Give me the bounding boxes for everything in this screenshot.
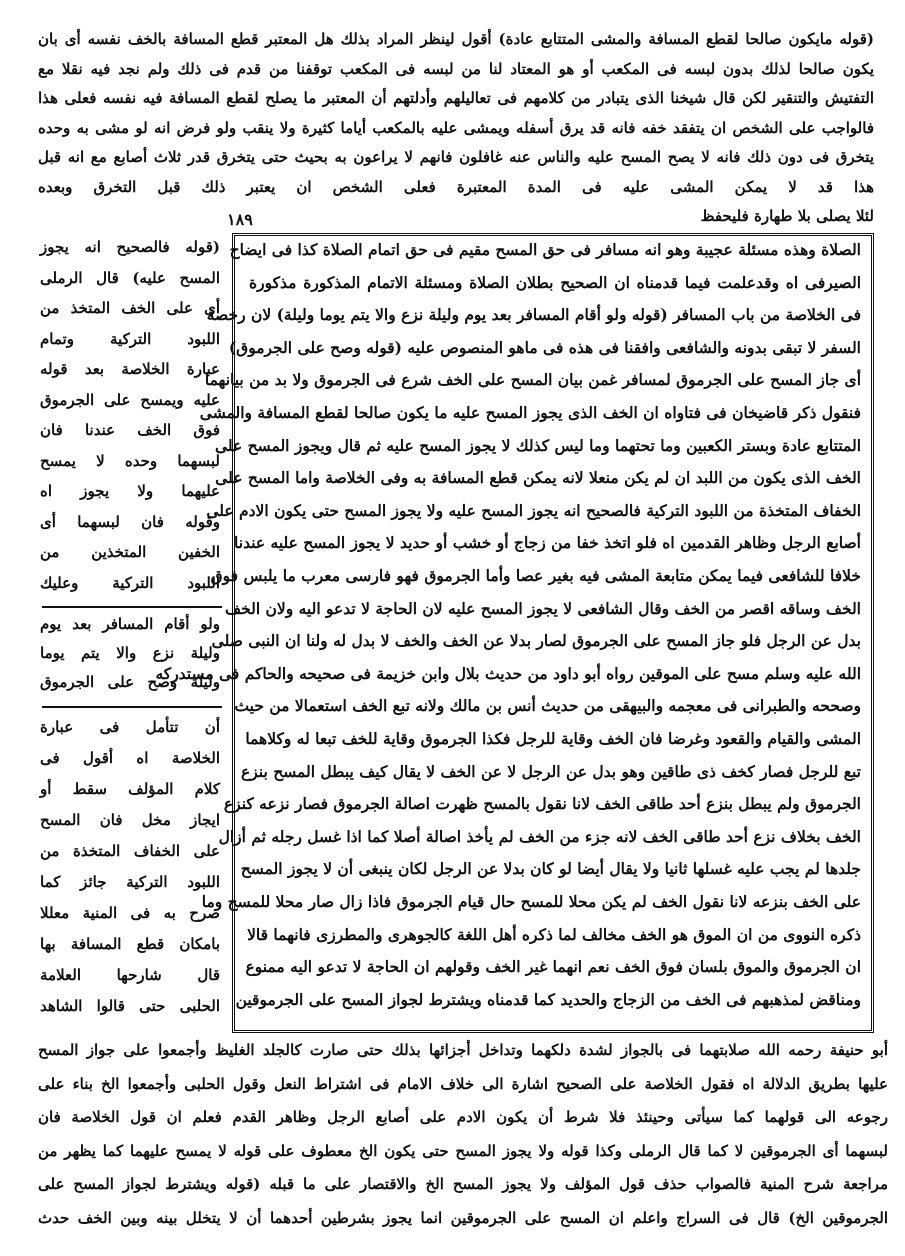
main-text-line: وصححه والطبرانى فى معجمه والبيهقى من حديث أنس بن مالك ولانه تبع الخف استعمالا من حيث [234,696,861,716]
main-text-line: خلافا للشافعى فيما يمكن متابعة المشى فيه بغير عصا وأما الجرموق فهو فارسى معرب ما يلبس فوق [210,566,861,585]
side-commentary-line: الخفين المتخذين من [40,543,220,561]
main-text-line: المشى والقيام والقعود وغرضا فان الخف وقاية للرجل فكذا الجرموق وقاية للخف تبعا له وكلاهما [245,729,861,748]
main-text-line: السفر لا تبقى بدونه والشافعى وافقنا فى هذه فى ماهو المنصوص عليه (قوله وصح على الجرموق) [228,337,861,357]
side-commentary-line: عليه ويمسح على الجرموق [40,390,220,409]
page-number: ١٨٩ [227,210,253,229]
side-commentary-continued-line: كلام المؤلف سقط أو [40,780,220,798]
main-text-line: الصيرفى اه وقدعلمت فيما قدمناه ان الصحيح بطلان الصلاة ومسئلة الاتمام المذكورة مذكورة [249,272,861,292]
main-text-frame [155,233,874,1033]
top-commentary-line: يتخرق فى دون ذلك فانه لا يصح المسح عليه والناس عنه غافلون فانهم لا يراعون به بحيث حتى يتخرق قدر ثلاث أصابع مع انه قبل [38,148,874,166]
main-text-line: الخف الذى يكون من اللبد ان لم يكن منعلا لانه يمكن قطع المسافة به وفى الخلاصة واما المسح على [215,468,861,488]
side-matn-line: وليلة نزع والا يتم يوما [40,644,220,662]
side-commentary-continued-line: قال شارحها العلامة [40,966,220,984]
bottom-commentary-line: أبو حنيفة رحمه الله صلابتهما فى بالجواز لشدة دلكهما وتداخل أجزائها بذلك حتى صارت كالجلد الغليظ وأجمعوا على جواز المسح [38,1041,888,1059]
side-commentary-line: عليهما ولا يجوز اه [40,482,220,500]
side-commentary-line: وقوله فان لبسهما أى [40,512,220,531]
main-text-line: تبع للرجل فصار كخف ذى طاقين وهو بدل عن الرجل لا عن الخف لا يقال كيف يبطل المسح بنزع [241,761,861,781]
side-commentary-line: (قوله فالصحيح انه يجوز [40,238,220,256]
main-text-line: الخفاف المتخذة من اللبود التركية فالصحيح انه يجوز المسح عليه ولا يجوز المسح حتى يكون الادم على [206,500,861,520]
main-text-line: بدل عن الرجل فلو جاز المسح على الجرموق لصار بدلا عن الخف والخف لا بدل له ولنا ان النبى صلى [211,631,861,651]
side-commentary-continued-line: أن تتأمل فى عبارة [40,718,220,736]
main-text-line: الخف بخلاف نزع أحد طاقى الخف لانه جزء من الخف لم يأخذ اصالة أصلا كما اذا غسل رجله ثم أزال [218,826,861,846]
side-commentary-line: اللبود التركية وتمام [40,329,220,348]
main-text-line: ذكره النووى من ان الموق هو الخف مخالف لما ذكره أهل اللغة كالجوهرى والمطرزى فانهما قالا [247,924,861,944]
bottom-commentary-line: مراجعة شرح المنية فالصواب حذف قول المؤلف ولا يجوز المسح الخ والاقتصار على ما قبله (قوله ويشترط لجواز المسح على [38,1175,888,1193]
side-divider-2 [42,706,222,708]
top-commentary-line: يكون صالحا لذلك بدون لبسه فى المكعب أو هو المعتاد لنا من لبسه فى المكعب توقفنا من قدم فى ذلك ولم نجد فيه نقلا مع [38,59,874,78]
main-text-line: الجرموق ولم يبطل بنزع أحد طاقى الخف لانا نقول بالمسح ظهرت اصالة الجرموق فصار نزعه كنزع [223,794,861,814]
main-text-line: الله عليه وسلم مسح على الموقين رواه أبو داود من حديث بلال وابن خزيمة فى صحيحه والحاكم فى مستدركه [155,663,861,683]
side-commentary-continued-line: الحلبى حتى قالوا الشاهد [40,997,220,1015]
side-commentary-continued-line: على الخفاف المتخذة من [40,842,220,860]
bottom-commentary-line: لبسهما أى الجرموقين لا كما قال الرملى وكذا قوله ولا يجوز المسح حتى يكون الخ معطوف على قوله لا يمسح عليهما كما يظهر من [38,1141,888,1160]
main-text-line: على الخف بنزعه لانا نقول الخف لم يكن محلا للمسح حال قيام الجرموق فاذا زال صار محلا للمسح وما [201,892,861,911]
top-commentary-line: فالواجب على الشخص ان يتفقد خفه فانه قد يرق أسفله ويمشى عليه بالمكعب أياما كثيرة ولا ينقب ولو فرض انه لو مشى به وحده [38,118,874,137]
side-divider-1 [42,606,222,608]
side-commentary-line: عبارة الخلاصة بعد قوله [40,360,220,378]
top-commentary-line: التفتيش والتنقير لكن قال شيخنا الذى يتبادر من كلامهم فى تعاليلهم وأدلتهم أن المعتبر ما يصلح لقطع المسافة فيه نفسه فعلى هذا [38,89,874,107]
main-text-line: ان الجرموق والموق بلسان فوق الخف نعم انهما غير الخف وقولهم ان الحاجة لا تدعو اليه ممنوع [245,957,861,977]
main-text-line: جلدها لم يجب عليه غسلها ثانيا ولا يقال أيضا لو كان بدلا عن الرجل لكان ينبغى أن لا يجوز المسح [240,859,861,879]
side-commentary-continued-line: الخلاصة اه أقول فى [40,749,220,767]
top-commentary-line: (قوله مايكون صالحا لقطع المسافة والمشى المتتابع عادة) أقول لينظر المراد بذلك هل المعتبر قطع المسافة بالخف نفسه أى بان [38,30,874,48]
bottom-commentary-line: الجرموقين الخ) قال فى السراج واعلم ان المسح على الجرموقين انما يجوز بشرطين أحدهما أن لا يتخلل بينه وبين الخف حدث [38,1208,888,1227]
bottom-commentary-line: رجوعه الى قولهما كما سيأتى وحينئذ فلا شرط أن يكون الادم على أصابع الرجل وظاهر القدم فعلم ان قول الخلاصة فان [38,1108,888,1126]
top-commentary-line: هذا قد لا يمكن المشى عليه فى المدة المعتبرة فعلى الشخص ان يعتبر ذلك قبل التخرق وبعده [38,177,874,196]
main-text-line: فنقول ذكر قاضيخان فى فتاواه ان الخف الذى يجوز المسح عليه ما يكون صالحا لقطع المسافة والمشى [199,403,861,422]
side-commentary-continued-line: صرح به فى المنية معللا [40,904,220,922]
side-commentary-line: أى على الخف المتخذ من [40,299,220,317]
side-matn-line: وليلة وصح على الجرموق [40,673,220,691]
main-text-line: ومناقض لمذهبهم فى الخف من الزجاج والحديد كما قدمناه ويشترط لجواز المسح على الجرموقين [235,989,861,1009]
main-text-line: الصلاة وهذه مسئلة عجيبة وهو انه مسافر فى حق المسح مقيم فى حق اتمام الصلاة كذا فى ايضاح [229,240,861,259]
main-text-line: فى الخلاصة من باب المسافر (قوله ولو أقام المسافر بعد يوم وليلة نزع والا يتم يوما وليلة) لان رخصة [206,305,861,325]
main-text-line: المتتابع عادة وبستر الكعبين وما تحتهما وما ليس كذلك لا يجوز المسح عليه ثم قال ويجوز المسح على [214,435,861,455]
side-commentary-line: اللبود التركية وعليك [40,573,220,592]
side-commentary-line: لبسهما وحده لا يمسح [40,451,220,470]
side-commentary-line: فوق الخف عندنا فان [40,421,220,439]
side-matn-line: ولو أقام المسافر بعد يوم [40,615,220,633]
side-commentary-line: المسح عليه) قال الرملى [40,268,220,287]
side-commentary-continued-line: اللبود التركية جائز كما [40,873,220,891]
main-text-line: أى جاز المسح على الجرموق لمسافر غمن بيان المسح على الخف شرع فى الجرموق ولا بد من بيانهما [204,370,861,390]
side-commentary-continued-line: بامكان قطع المسافة بها [40,935,220,953]
bottom-commentary-line: عليها بطريق الدلالة اه فقول الخلاصة على الصحيح اشارة الى خلاف الامام فى اشتراط النعل وقول الحلبى وأجمعوا الخ بناء على [38,1074,888,1093]
main-text-line: الخف وساقه اقصر من الخف وقال الشافعى لا يجوز المسح عليه لان الحاجة لا تدعو اليه ولان الخف [225,598,861,618]
side-commentary-continued-line: ايجاز مخل فان المسح [40,811,220,829]
main-text-line: أصابع الرجل وظاهر القدمين اه فلو اتخذ خفا من زجاج أو خشب أو حديد لا يجوز المسح عليه عندنا [234,533,861,553]
top-right-note: لئلا يصلى بلا طهارة فليحفظ [700,207,874,225]
